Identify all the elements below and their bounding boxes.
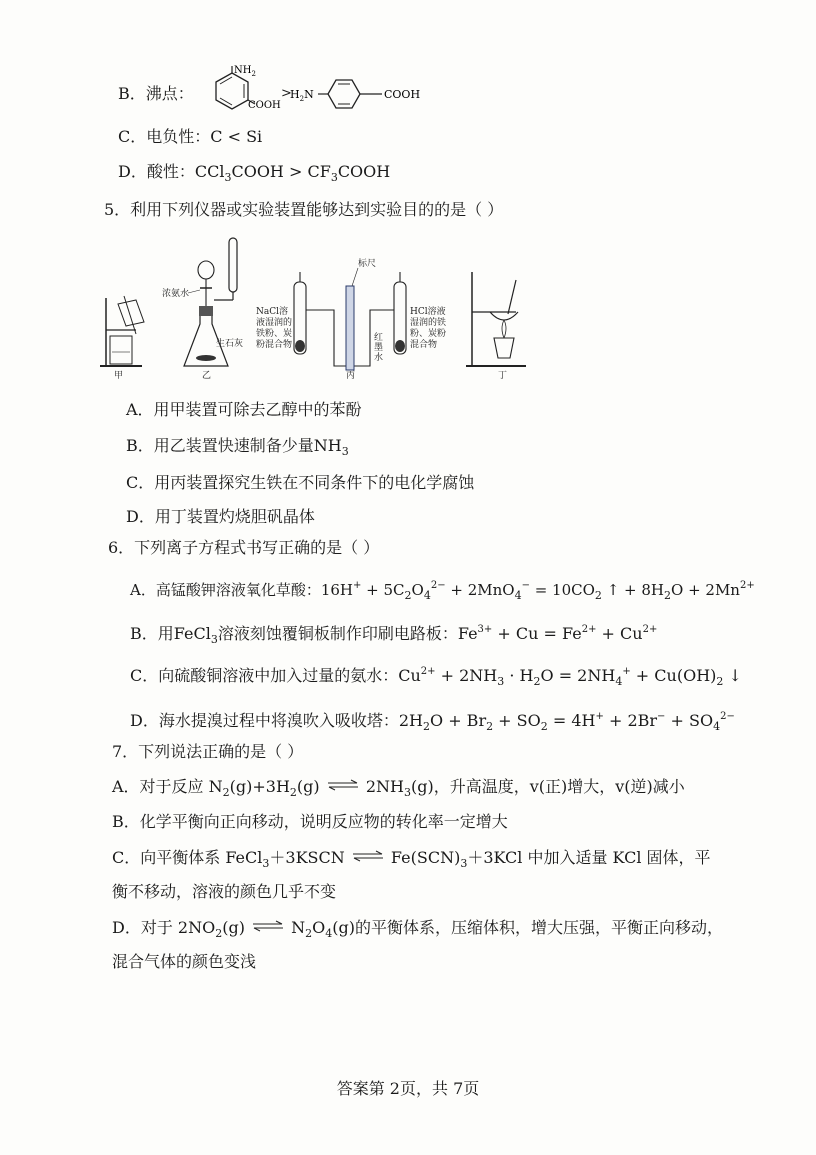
apparatus-bing	[256, 257, 446, 381]
svg-text:湿润的铁: 湿润的铁	[410, 318, 447, 328]
q7-option-d: D．对于 $2NO_2(g)$ $N_2O_4(g)$的平衡体系，压缩体积，增大压强，平衡正向移动，	[112, 918, 723, 940]
q7-stem: 7．下列说法正确的是（ ）	[112, 742, 304, 761]
nh2-label: $NH_2$	[234, 65, 256, 78]
q5-option-a: A．用甲装置可除去乙醇中的苯酚	[126, 400, 362, 419]
svg-text:粉混合物: 粉混合物	[256, 340, 293, 350]
h2n-label: $H_2N$	[290, 88, 314, 103]
svg-text:生石灰: 生石灰	[216, 339, 244, 349]
cooh-label: COOH	[384, 88, 421, 101]
greater-than-sign: >	[281, 86, 292, 101]
svg-text:粉、炭粉: 粉、炭粉	[410, 329, 447, 339]
q7-option-b: B．化学平衡向正向移动，说明反应物的转化率一定增大	[112, 812, 508, 831]
q4-option-b: B．沸点：	[118, 84, 194, 103]
q6-option-b: B．用FeCl$_3$溶液刻蚀覆铜板制作印刷电路板：$Fe^{3+} + Cu = Fe^{2+} + Cu^{2+}$	[130, 624, 658, 646]
q6-stem: 6．下列离子方程式书写正确的是（ ）	[108, 538, 380, 557]
svg-text:液湿润的: 液湿润的	[256, 318, 293, 328]
svg-text:墨: 墨	[374, 343, 384, 353]
svg-text:红: 红	[374, 333, 384, 343]
para-aminobenzoic-acid-structure	[290, 70, 435, 116]
svg-text:NaCl溶: NaCl溶	[256, 307, 289, 317]
q5-apparatus-figure	[96, 232, 536, 382]
q5-option-c: C．用丙装置探究生铁在不同条件下的电化学腐蚀	[126, 473, 475, 492]
q6-option-c: C．向硫酸铜溶液中加入过量的氨水：$Cu^{2+} + 2NH_3 \cdot H_2O = 2NH_4^+ + Cu(OH)_2$ ↓	[130, 666, 742, 688]
svg-text:乙: 乙	[202, 371, 212, 381]
apparatus-jia	[100, 296, 144, 381]
apparatus-ding	[466, 272, 526, 381]
q5-option-d: D．用丁装置灼烧胆矾晶体	[126, 507, 315, 526]
q7-option-a: A．对于反应 $N_2(g)+3H_2(g)$ $2NH_3(g)$，升高温度，v(正)增大，v(逆)减小	[112, 777, 685, 799]
svg-text:水: 水	[374, 353, 384, 363]
svg-text:混合物: 混合物	[410, 340, 438, 350]
svg-text:浓氨水: 浓氨水	[162, 289, 190, 299]
q7-option-c: C．向平衡体系 FeCl$_3$＋3KSCN $Fe(SCN)_3+3KCl$ 中加入适量 KCl 固体，平	[112, 848, 711, 870]
q4-option-d: D．酸性：CCl$_3$COOH > $CF_3COOH$	[118, 162, 391, 184]
svg-text:丁: 丁	[498, 371, 508, 381]
equilibrium-arrow-icon	[352, 850, 384, 862]
svg-text:铁粉、炭: 铁粉、炭	[256, 329, 293, 339]
svg-text:HCl溶液: HCl溶液	[410, 307, 446, 317]
cooh-label: COOH	[248, 100, 281, 111]
svg-text:丙: 丙	[346, 371, 356, 381]
page-footer: 答案第 2页，共 7页	[336, 1079, 480, 1098]
apparatus-yi	[162, 238, 243, 381]
svg-text:甲: 甲	[114, 371, 124, 381]
q5-stem: 5．利用下列仪器或实验装置能够达到实验目的的是（ ）	[104, 200, 504, 219]
svg-text:标尺: 标尺	[358, 259, 377, 269]
q6-option-a: A．高锰酸钾溶液氧化草酸：$16H^+ + 5C_2O_4^{2-} + 2MnO_4^- = 10CO_2$ ↑ + $8H_2O + 2Mn^{2+}$	[130, 580, 755, 602]
q7-option-c-line2: 衡不移动，溶液的颜色几乎不变	[112, 882, 337, 901]
q7-option-d-line2: 混合气体的颜色变浅	[112, 952, 257, 971]
q4-option-c: C．电负性：C < Si	[118, 127, 263, 146]
ortho-aminobenzoic-acid-structure	[192, 62, 282, 116]
q6-option-d: D．海水提溴过程中将溴吹入吸收塔：$2H_2O + Br_2 + SO_2 = 4H^+ + 2Br^- + SO_4^{2-}$	[130, 711, 735, 733]
equilibrium-arrow-icon	[327, 779, 359, 791]
equilibrium-arrow-icon	[252, 920, 284, 932]
q5-option-b: B．用乙装置快速制备少量$NH_3$	[126, 436, 349, 458]
